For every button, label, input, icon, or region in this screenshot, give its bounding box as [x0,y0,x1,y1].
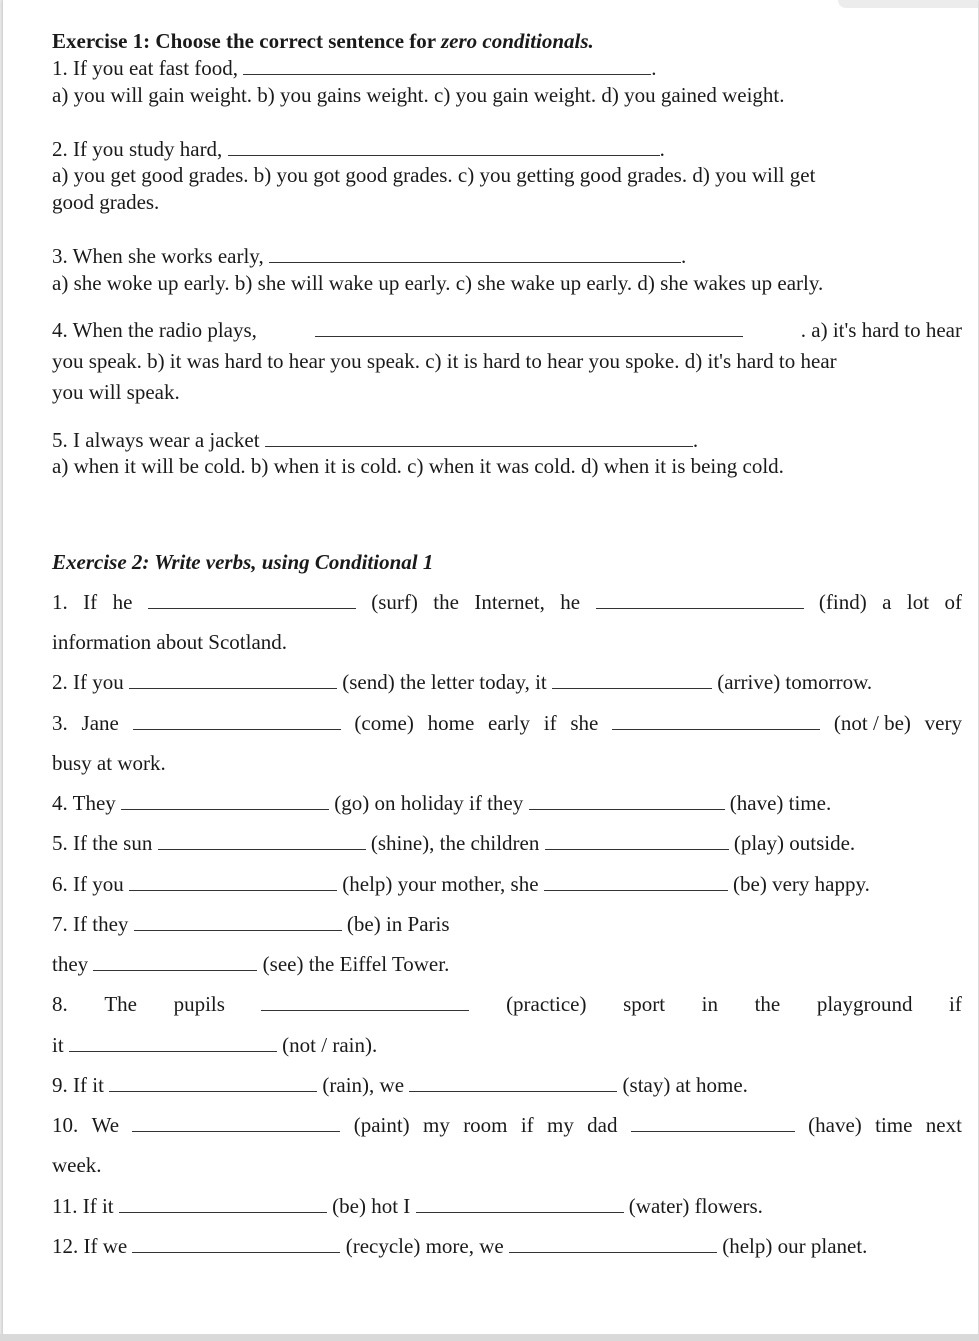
ex2-sentence-10-cont: week. [52,1153,102,1177]
ex2-sentence-2: 2. If you (send) the letter today, it (arrive) tomorrow. [52,670,873,694]
ex2-sentence-7-cont: they (see) the Eiffel Tower. [52,952,450,976]
ex2-sentence-3: 3. Jane (come) home early if she (not / be) very [52,711,962,735]
ex1-q2-options: a) you get good grades. b) you got good grades. c) you getting good grades. d) you will get [52,163,816,187]
answer-blank[interactable] [148,590,356,609]
ex2-sentence-8-cont: it (not / rain). [52,1033,378,1057]
page-bottom-edge [0,1334,979,1341]
answer-blank[interactable] [109,1073,317,1092]
ex1-q2-options-cont: good grades. [52,190,160,214]
answer-blank[interactable] [129,872,337,891]
exercise-1-title: Exercise 1: Choose the correct sentence for zero conditionals. [52,29,594,53]
answer-blank[interactable] [545,831,729,850]
ex1-q3-options: a) she woke up early. b) she will wake up early. c) she wake up early. d) she wakes up early. [52,271,824,295]
ex2-sentence-10: 10. We (paint) my room if my dad (have) time next [52,1113,962,1137]
answer-blank[interactable] [134,912,342,931]
answer-blank[interactable] [596,590,804,609]
ex1-q4-options: you speak. b) it was hard to hear you speak. c) it is hard to hear you spoke. d) it's hard to hear [52,349,837,373]
answer-blank[interactable] [243,56,651,75]
ex2-sentence-11: 11. If it (be) hot I (water) flowers. [52,1194,763,1218]
ex2-sentence-5: 5. If the sun (shine), the children (play) outside. [52,831,856,855]
ex1-q5-stem: 5. I always wear a jacket . [52,428,699,452]
answer-blank[interactable] [544,872,728,891]
answer-blank[interactable] [132,1113,340,1132]
ex2-sentence-4: 4. They (go) on holiday if they (have) time. [52,791,832,815]
ex2-sentence-12: 12. If we (recycle) more, we (help) our planet. [52,1234,868,1258]
answer-blank[interactable] [261,992,469,1011]
ex1-q4-options-cont: you will speak. [52,380,180,404]
answer-blank[interactable] [416,1194,624,1213]
answer-blank[interactable] [129,670,337,689]
answer-blank[interactable] [132,1234,340,1253]
ex1-q4-stem: 4. When the radio plays, . a) it's hard to hear [52,318,962,342]
answer-blank[interactable] [529,791,725,810]
ex2-sentence-6: 6. If you (help) your mother, she (be) very happy. [52,872,870,896]
ex2-sentence-9: 9. If it (rain), we (stay) at home. [52,1073,748,1097]
exercise-2-title: Exercise 2: Write verbs, using Conditional 1 [52,550,434,574]
ex1-q1-options: a) you will gain weight. b) you gains weight. c) you gain weight. d) you gained weight. [52,83,785,107]
ex2-sentence-7: 7. If they (be) in Paris [52,912,450,936]
ex1-q3-stem: 3. When she works early, . [52,244,687,268]
answer-blank[interactable] [409,1073,617,1092]
answer-blank[interactable] [133,711,341,730]
answer-blank[interactable] [315,318,743,337]
answer-blank[interactable] [121,791,329,810]
page-corner [838,0,978,8]
answer-blank[interactable] [69,1033,277,1052]
answer-blank[interactable] [612,711,820,730]
answer-blank[interactable] [228,137,660,156]
answer-blank[interactable] [552,670,712,689]
answer-blank[interactable] [93,952,257,971]
answer-blank[interactable] [269,244,681,263]
ex1-q5-options: a) when it will be cold. b) when it is cold. c) when it was cold. d) when it is being cold. [52,454,784,478]
ex2-sentence-1: 1. If he (surf) the Internet, he (find) a lot of [52,590,962,614]
ex2-sentence-1-cont: information about Scotland. [52,630,288,654]
ex1-q2-stem: 2. If you study hard, . [52,137,665,161]
answer-blank[interactable] [119,1194,327,1213]
answer-blank[interactable] [631,1113,795,1132]
ex2-sentence-3-cont: busy at work. [52,751,166,775]
answer-blank[interactable] [509,1234,717,1253]
worksheet-page [2,0,978,1334]
ex1-q1-stem: 1. If you eat fast food, . [52,56,657,80]
ex2-sentence-8: 8. The pupils (practice) sport in the playground if [52,992,962,1016]
answer-blank[interactable] [265,428,693,447]
answer-blank[interactable] [158,831,366,850]
